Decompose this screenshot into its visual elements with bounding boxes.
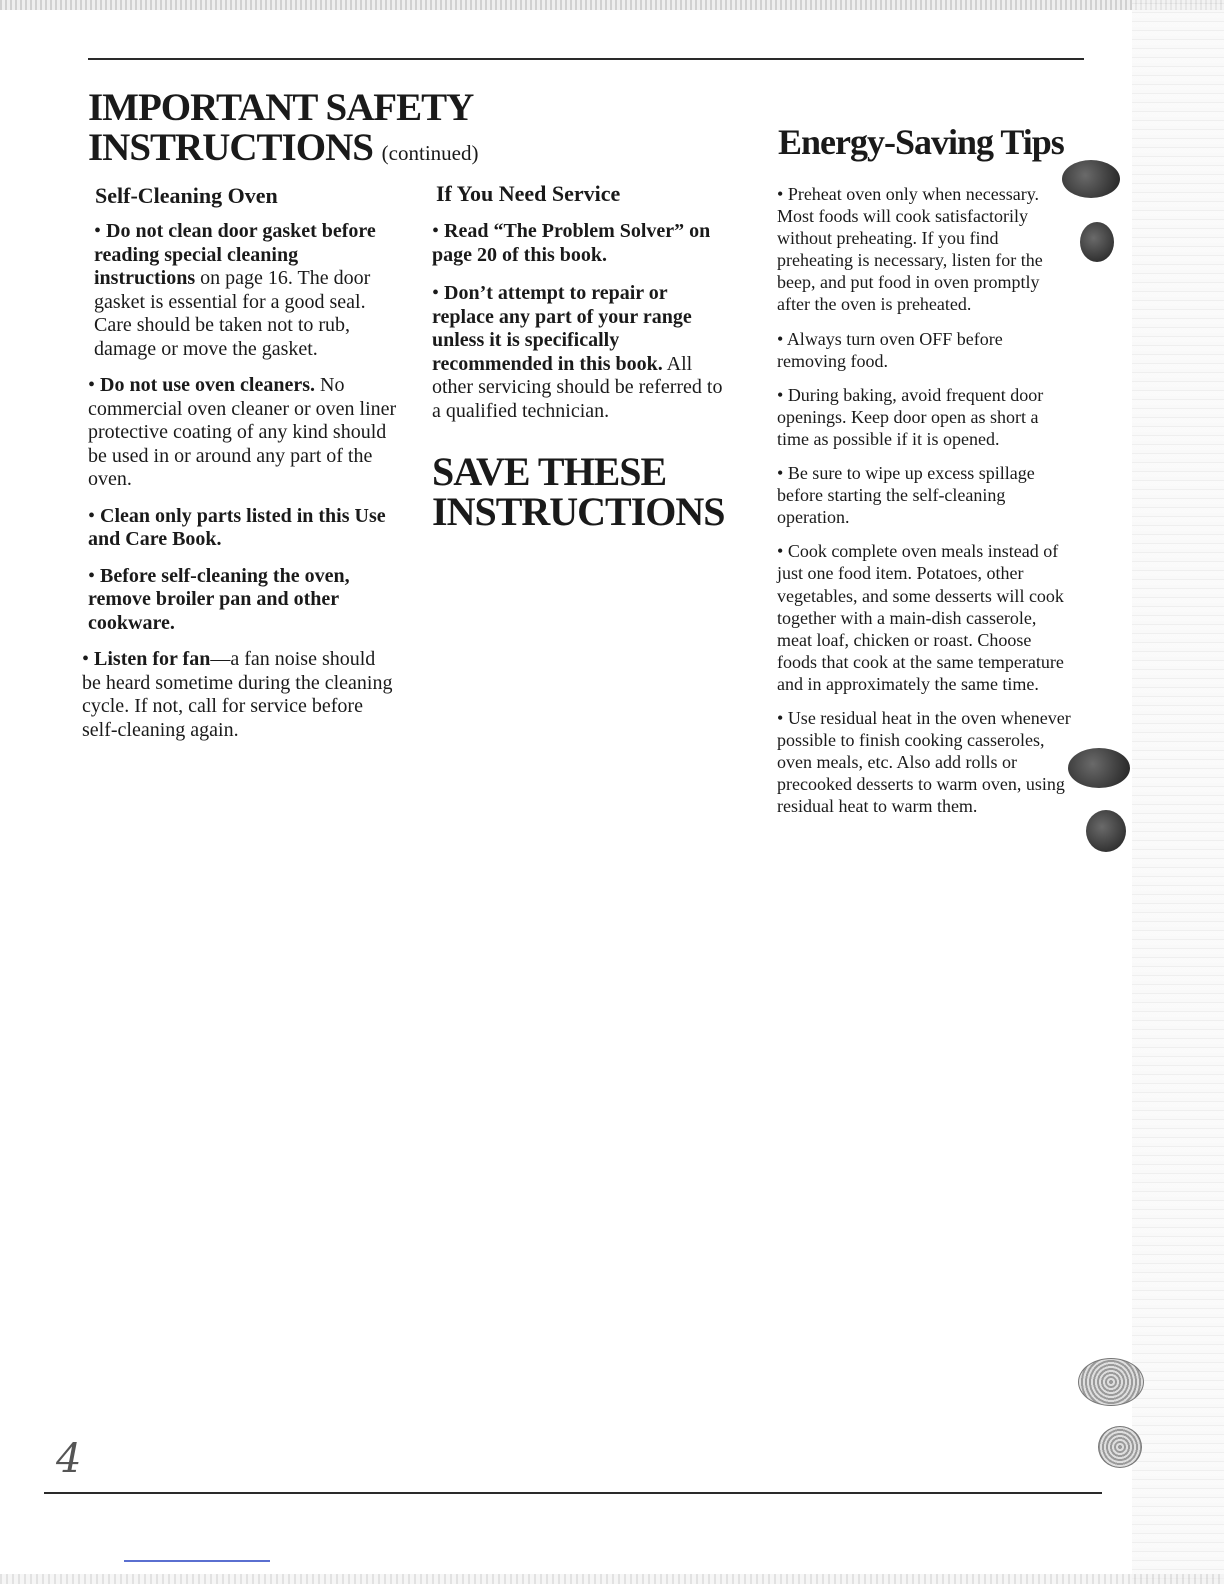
item-bold: Read “The Problem Solver” on page 20 of this book. [432,220,711,266]
item-bold: Do not use oven cleaners. [100,374,315,396]
top-rule [88,58,1084,60]
item-text: All other servicing should be referred to a qualified technician. [432,352,723,422]
list-item: • During baking, avoid frequent door openings. Keep door open as short a time as possible if it is opened. [777,384,1044,449]
item-text: —a fan noise should be heard sometime during the cleaning cycle. If not, call for service before self-cleaning again. [82,648,393,741]
tip-text: Use residual heat in the oven whenever possible to finish cooking casseroles, oven meals, etc. Also add rolls or precooked desserts to warm oven, using residual heat to warm them. [777,707,1071,817]
self-cleaning-heading: Self-Cleaning Oven [95,183,278,208]
tip-text: Be sure to wipe up excess spillage before starting the self-cleaning operation. [777,463,1035,528]
scan-edge-right [1132,0,1224,1584]
tip-text: During baking, avoid frequent door openings. Keep door open as short a time as possible if it is opened. [777,384,1044,449]
list-item: • Read “The Problem Solver” on page 20 of this book. [432,220,711,266]
item-text: on page 16. The door gasket is essential for a good seal. Care should be taken not to rub, damage or move the gasket. [94,267,371,360]
tab-mark-6 [1098,1426,1142,1468]
list-item: • Do not clean door gasket before reading special cleaning instructions on page 16. The door gasket is essential for a good seal. Care should be taken not to rub, damage or move the gasket. [94,220,376,360]
tab-mark-2 [1080,222,1114,262]
scan-blue-mark [124,1560,270,1562]
energy-tips-column [777,183,1073,829]
item-bold: Listen for fan [94,648,211,670]
list-item: • Do not use oven cleaners. No commercial oven cleaner or oven liner protective coating of any kind should be used in or around any part of the oven. [88,374,397,490]
page-title [88,88,478,173]
list-item: • Always turn oven OFF before removing food. [777,328,1003,371]
tip-text: Cook complete oven meals instead of just one food item. Potatoes, other vegetables, and some desserts will cook together with a main-dish casserole, meat loaf, chicken or roast. Choose foods that cook at the same temperature and in approximately the same time. [777,541,1064,694]
save-line-1: SAVE THESE [432,449,667,494]
item-bold: Before self-cleaning the oven, remove broiler pan and other cookware. [88,564,350,634]
title-line-2: INSTRUCTIONS [88,126,373,169]
scan-edge-bottom [0,1574,1224,1584]
save-instructions-heading [432,449,725,534]
tab-mark-5 [1078,1358,1144,1406]
list-item: • Clean only parts listed in this Use and Care Book. [88,504,386,550]
list-item: • Use residual heat in the oven whenever possible to finish cooking casseroles, oven meals, etc. Also add rolls or precooked desserts to warm oven, using residual heat to warm them. [777,707,1071,817]
list-item: • Listen for fan—a fan noise should be heard sometime during the cleaning cycle. If not, call for service before self-cleaning again. [82,648,393,741]
tip-text: Always turn oven OFF before removing food. [777,328,1003,371]
service-heading: If You Need Service [436,181,621,206]
item-bold: Do not clean door gasket before reading special cleaning instructions [94,220,376,289]
page-number: 4 [56,1436,82,1482]
scan-edge-top [0,0,1224,10]
energy-heading: Energy-Saving Tips [778,122,1064,162]
bottom-rule [44,1492,1102,1494]
title-line-1: IMPORTANT SAFETY [88,86,474,129]
list-item: • Before self-cleaning the oven, remove broiler pan and other cookware. [88,564,350,634]
tab-mark-1 [1062,160,1120,198]
list-item: • Preheat oven only when necessary. Most foods will cook satisfactorily without preheating. If you find preheating is necessary, listen for the beep, and put food in oven promptly after the oven is preheated. [777,184,1043,315]
list-item: • Cook complete oven meals instead of just one food item. Potatoes, other vegetables, and some desserts will cook together with a main-dish casserole, meat loaf, chicken or roast. Choose foods that cook at the same temperature and in approximately the same time. [777,541,1064,694]
list-item: • Be sure to wipe up excess spillage before starting the self-cleaning operation. [777,463,1035,528]
tab-mark-4 [1086,810,1126,852]
self-cleaning-column [82,220,398,755]
tab-mark-3 [1068,748,1130,788]
tip-text: Preheat oven only when necessary. Most foods will cook satisfactorily without preheating. If you find preheating is necessary, listen for the beep, and put food in oven promptly after the oven is preheated. [777,184,1043,315]
list-item: • Don’t attempt to repair or replace any part of your range unless it is specifically recommended in this book. All other servicing should be referred to a qualified technician. [432,282,723,422]
item-text: No commercial oven cleaner or oven liner protective coating of any kind should be used in or around any part of the oven. [88,374,397,490]
item-bold: Clean only parts listed in this Use and Care Book. [88,504,386,550]
service-column [432,220,732,438]
title-suffix: (continued) [381,141,479,165]
save-line-2: INSTRUCTIONS [432,489,725,534]
item-bold: Don’t attempt to repair or replace any part of your range unless it is specifically recommended in this book. [432,282,692,375]
